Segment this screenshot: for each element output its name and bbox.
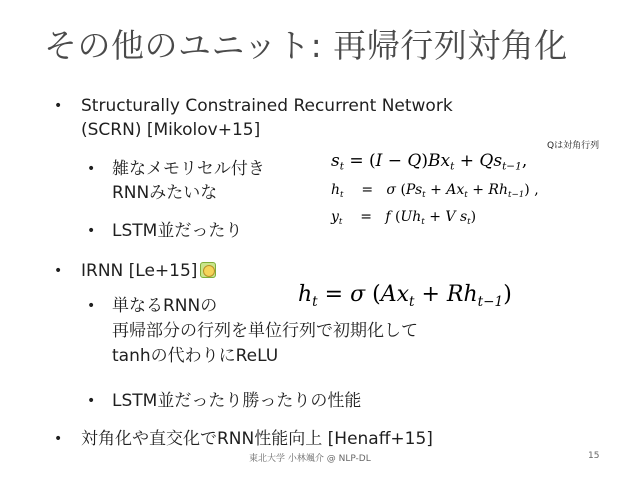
smiley-emoji-icon bbox=[200, 262, 216, 278]
bullet-dot: • bbox=[54, 431, 63, 447]
diag-bullet: 対角化や直交化でRNN性能向上 [Henaff+15] bbox=[81, 429, 433, 449]
sub-bullet-dot: • bbox=[87, 223, 96, 239]
scrn-equation-y: $y_t$ = f ($Uh_t + V$ $s_t$) bbox=[331, 209, 477, 228]
irnn-sub1-line3: tanhの代わりにReLU bbox=[112, 346, 279, 366]
page-number: 15 bbox=[588, 451, 600, 461]
sub-bullet-dot: • bbox=[87, 161, 96, 177]
scrn-sub1-line1: 雑なメモリセル付き bbox=[112, 159, 265, 179]
irnn-sub2: LSTM並だったり勝ったりの性能 bbox=[112, 391, 362, 411]
irnn-sub1-line1: 単なるRNNの bbox=[112, 296, 218, 316]
sub-bullet-dot: • bbox=[87, 393, 96, 409]
footer-credit: 東北大学 小林颯介 @ NLP-DL bbox=[249, 454, 371, 464]
bullet-dot: • bbox=[54, 98, 63, 114]
irnn-bullet-label: IRNN [Le+15] bbox=[81, 261, 198, 281]
scrn-bullet-line2: (SCRN) [Mikolov+15] bbox=[81, 120, 261, 140]
irnn-bullet bbox=[81, 259, 216, 283]
scrn-equation-s: $s_t = (I - Q)Bx_t + Qs_{t-1}$, bbox=[331, 151, 528, 173]
scrn-bullet-line1: Structurally Constrained Recurrent Network bbox=[81, 96, 453, 116]
scrn-sub2: LSTM並だったり bbox=[112, 221, 243, 241]
scrn-sub1-line2: RNNみたいな bbox=[112, 183, 218, 203]
irnn-sub1-line2: 再帰部分の行列を単位行列で初期化して bbox=[112, 321, 418, 341]
sub-bullet-dot: • bbox=[87, 298, 96, 314]
irnn-equation: $h_t = \sigma$ $(Ax_t + Rh_{t-1})$ bbox=[298, 282, 512, 310]
slide-title: その他のユニット: 再帰行列対角化 bbox=[44, 26, 568, 65]
diagonal-matrix-note: Qは対角行列 bbox=[547, 141, 600, 151]
bullet-dot: • bbox=[54, 263, 63, 279]
scrn-equation-h: $h_t$ = σ $(Ps_t + Ax_t + Rh_{t-1})$ , bbox=[331, 182, 539, 201]
